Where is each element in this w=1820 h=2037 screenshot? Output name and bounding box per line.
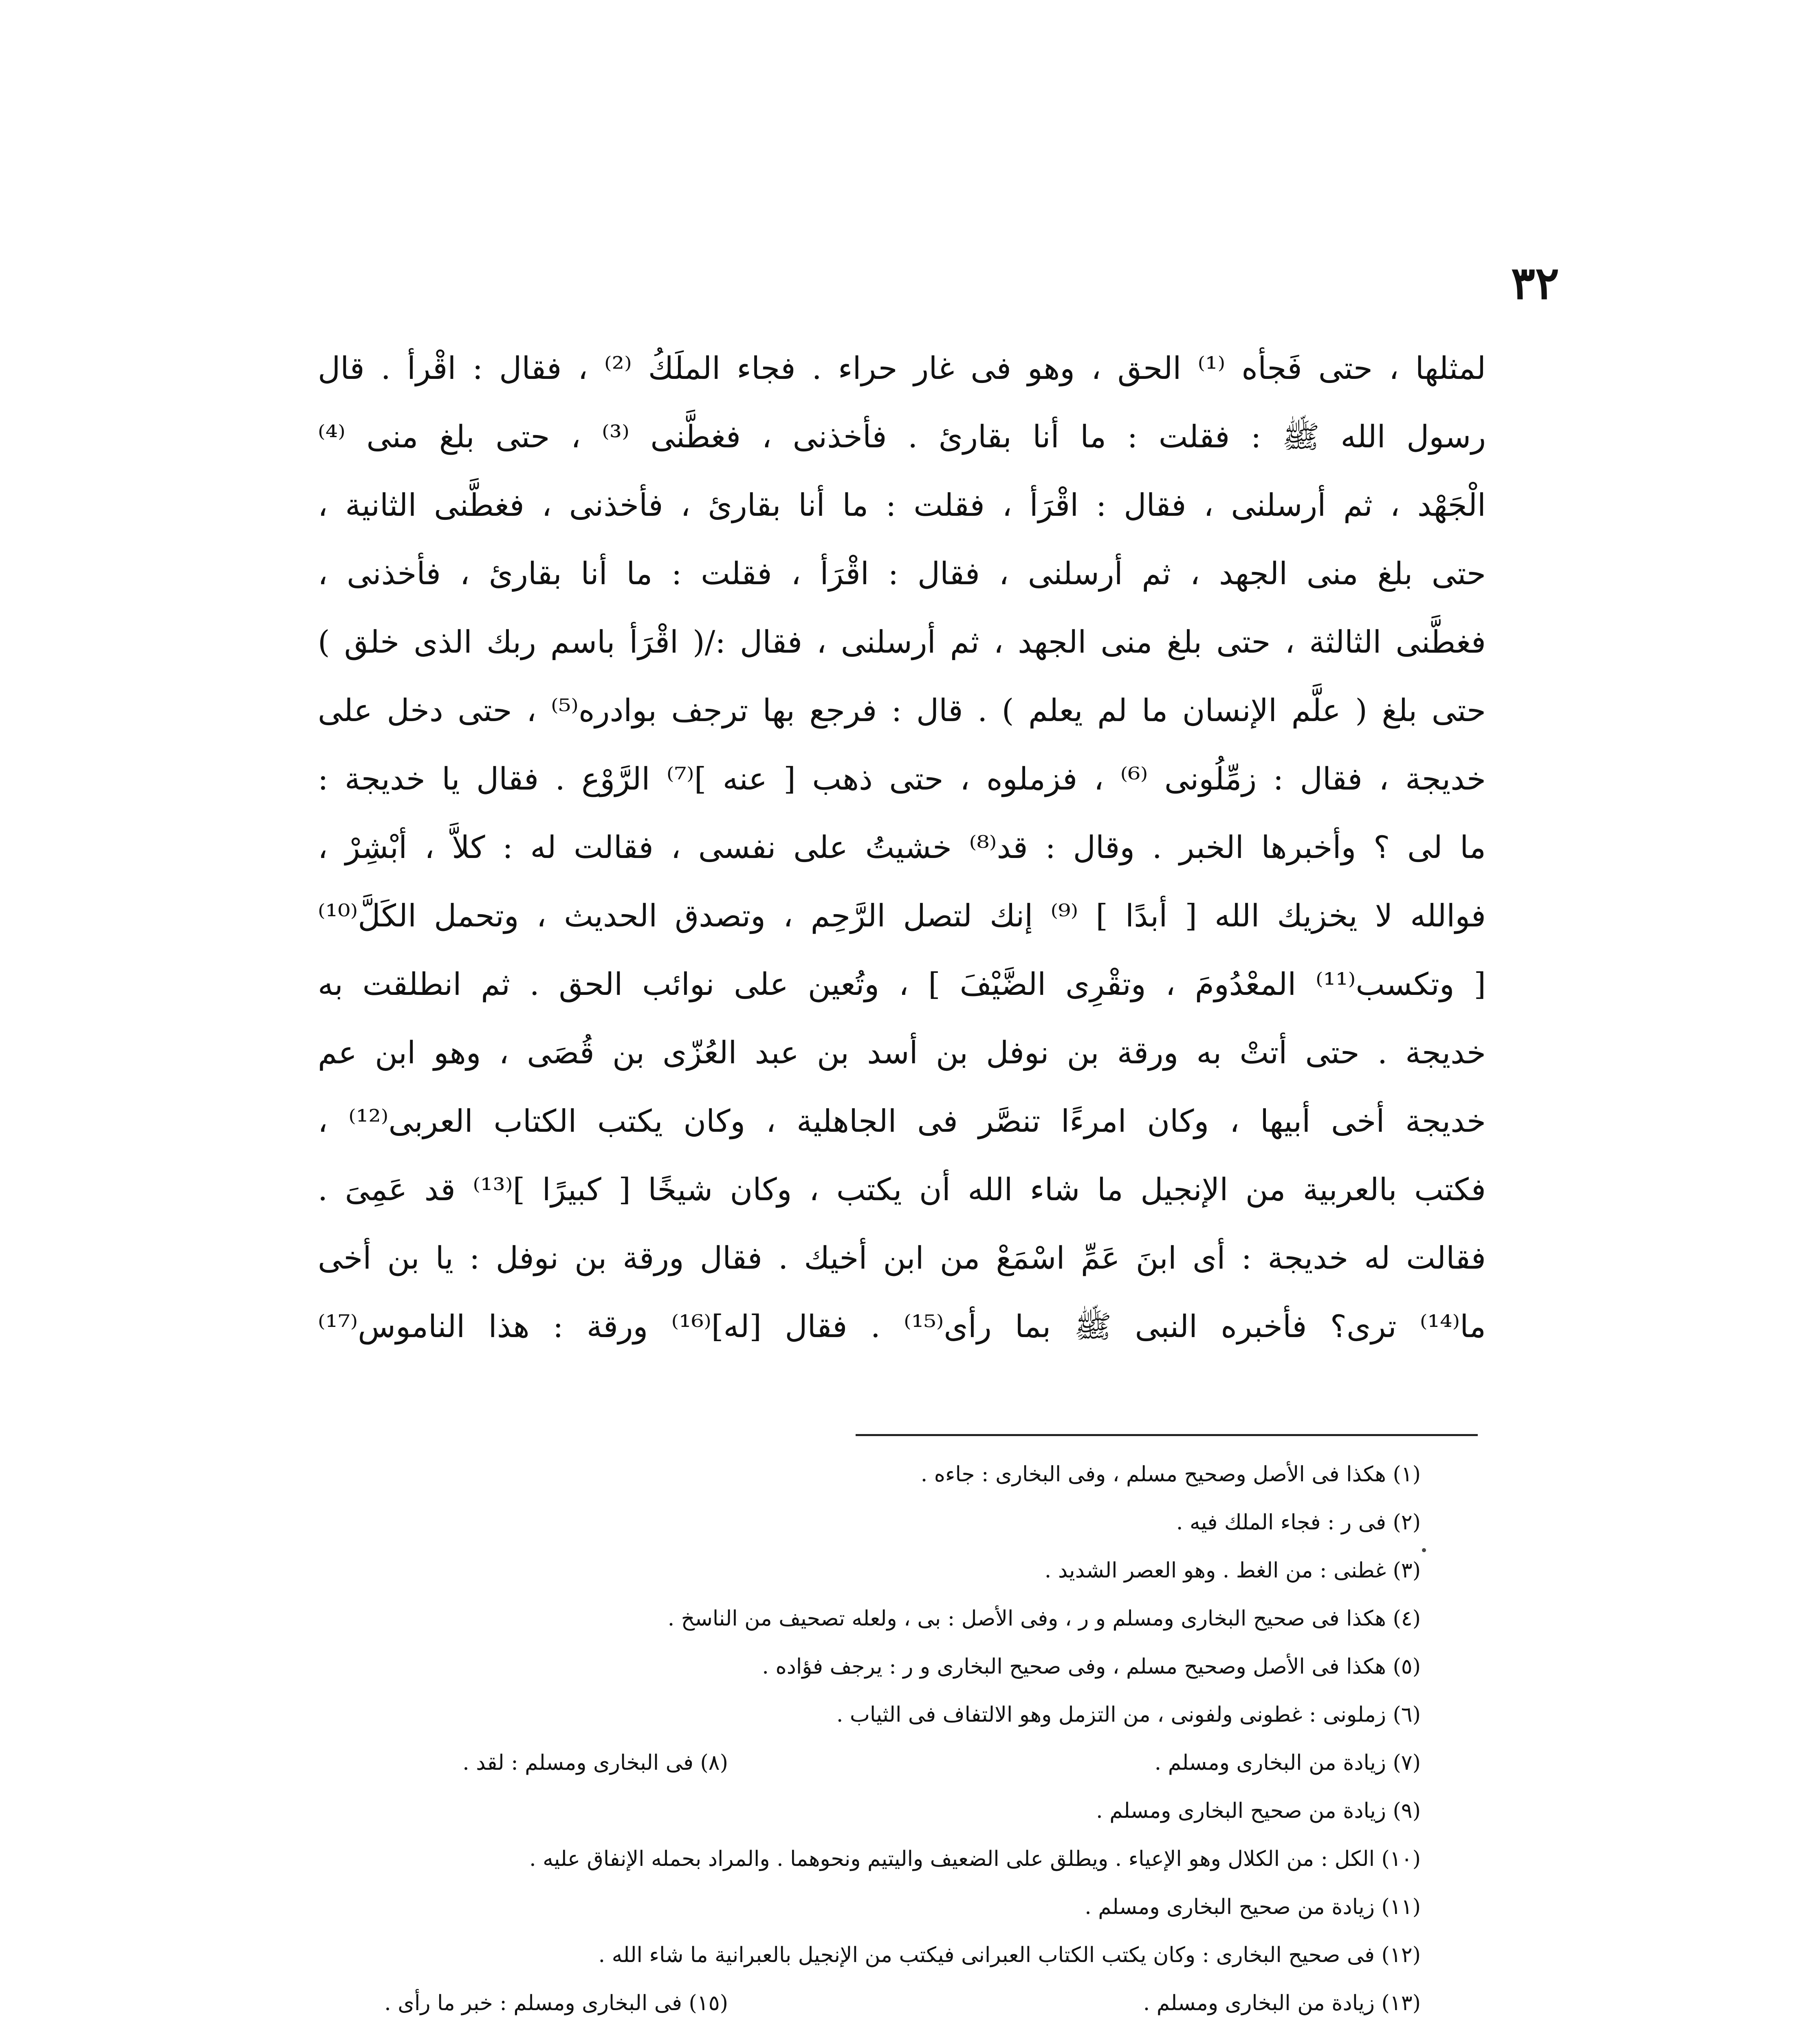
body-line: فوالله لا يخزيك الله [ أبدًا ] ⁽⁹⁾ إنك لتصل الرَّحِم ، وتصدق الحديث ، وتحمل الكَلَّ⁽¹⁰⁾ [318,898,1486,934]
footnote-11: (١١) زيادة من صحيح البخارى ومسلم . [1085,1895,1421,1919]
body-line: خديجة . حتى أتتْ به ورقة بن نوفل بن أسد بن عبد العُزّى بن قُصَى ، وهو ابن عم [318,1034,1486,1071]
footnote-10: (١٠) الكل : من الكلال وهو الإعياء . ويطلق على الضعيف واليتيم ونحوهما . والمراد بحمله الإنفاق عليه . [529,1847,1421,1871]
footnote-8: (٨) فى البخارى ومسلم : لقد . [462,1751,728,1775]
body-line: فكتب بالعربية من الإنجيل ما شاء الله أن يكتب ، وكان شيخًا [ كبيرًا ]⁽¹³⁾ قد عَمِىَ . [318,1171,1486,1208]
footnote-1: (١) هكذا فى الأصل وصحيح مسلم ، وفى البخارى : جاءه . [920,1462,1421,1487]
body-line: حتى بلغ منى الجهد ، ثم أرسلنى ، فقال : اقْرَأ ، فقلت : ما أنا بقارئ ، فأخذنى ، [318,555,1486,592]
scan-speck [1422,1548,1426,1552]
page-number: ٣٢ [1511,257,1559,309]
body-line: فقالت له خديجة : أى ابنَ عَمِّ اسْمَعْ من ابن أخيك . فقال ورقة بن نوفل : يا بن أخى [318,1240,1486,1276]
footnote-row-7-8 [359,1739,1421,1787]
body-line: رسول الله ﷺ : فقلت : ما أنا بقارئ . فأخذنى ، فغطَّنى ⁽³⁾ ، حتى بلغ منى ⁽⁴⁾ [318,418,1486,455]
body-text [318,334,1486,1361]
footnote-14 [728,2027,1421,2037]
footnote-4: (٤) هكذا فى صحيح البخارى ومسلم و ر ، وفى الأصل : بى ، ولعله تصحيف من الناسخ . [667,1606,1421,1631]
footnote-3: (٣) غطنى : من الغط . وهو العصر الشديد . [1044,1558,1421,1583]
footnote-15: (١٥) فى البخارى ومسلم : خبر ما رأى . [384,1991,728,2015]
footnote-13: (١٣) زيادة من البخارى ومسلم . [1143,1991,1421,2015]
footnote-row-14-16 [359,2027,1421,2037]
footnote-5: (٥) هكذا فى الأصل وصحيح مسلم ، وفى صحيح البخارى و ر : يرجف فؤاده . [762,1654,1421,1679]
body-line: خديجة أخى أبيها ، وكان امرءًا تنصَّر فى الجاهلية ، وكان يكتب الكتاب العربى⁽¹²⁾ ، [318,1103,1486,1139]
footnote-9: (٩) زيادة من صحيح البخارى ومسلم . [1096,1799,1421,1823]
footnote-2: (٢) فى ر : فجاء الملك فيه . [1176,1510,1421,1535]
footnote-separator [856,1434,1478,1436]
body-line: خديجة ، فقال : زمِّلُونى ⁽⁶⁾ ، فزملوه ، حتى ذهب [ عنه ]⁽⁷⁾ الرَّوْع . فقال يا خديجة : [318,761,1486,797]
body-line: حتى بلغ ( علَّم الإنسان ما لم يعلم ) . قال : فرجع بها ترجف بوادره⁽⁵⁾ ، حتى دخل على [318,692,1486,728]
footnote-row-13-15 [359,1979,1421,2027]
body-line: فغطَّنى الثالثة ، حتى بلغ منى الجهد ، ثم أرسلنى ، فقال :/( اقْرَأ باسم ربك الذى خلق ) [318,624,1486,660]
body-line: ما⁽¹⁴⁾ ترى؟ فأخبره النبى ﷺ بما رأى⁽¹⁵⁾ . فقال [له]⁽¹⁶⁾ ورقة : هذا الناموس⁽¹⁷⁾ [318,1308,1486,1344]
footnote-12: (١٢) فى صحيح البخارى : وكان يكتب الكتاب العبرانى فيكتب من الإنجيل بالعبرانية ما شاء الله . [598,1943,1421,1967]
footnote-6: (٦) زملونى : غطونى ولفونى ، من التزمل وهو الالتفاف فى الثياب . [836,1703,1421,1727]
footnote-7: (٧) زيادة من البخارى ومسلم . [1154,1751,1421,1775]
body-line: لمثلها ، حتى فَجأه ⁽¹⁾ الحق ، وهو فى غار حراء . فجاء الملَكُ ⁽²⁾ ، فقال : اقْرأ . قال [318,350,1486,386]
body-line: ما لى ؟ وأخبرها الخبر . وقال : قد⁽⁸⁾ خشيتُ على نفسى ، فقالت له : كلاَّ ، أبْشِرْ ، [318,829,1486,865]
footnotes [359,1450,1421,2037]
footnote-16 [359,2027,728,2037]
body-line: الْجَهْد ، ثم أرسلنى ، فقال : اقْرَأ ، فقلت : ما أنا بقارئ ، فأخذنى ، فغطَّنى الثانية ، [318,487,1486,523]
body-line: [ وتكسب⁽¹¹⁾ المعْدُومَ ، وتقْرِى الضَّيْفَ ] ، وتُعين على نوائب الحق . ثم انطلقت به [318,966,1486,1002]
